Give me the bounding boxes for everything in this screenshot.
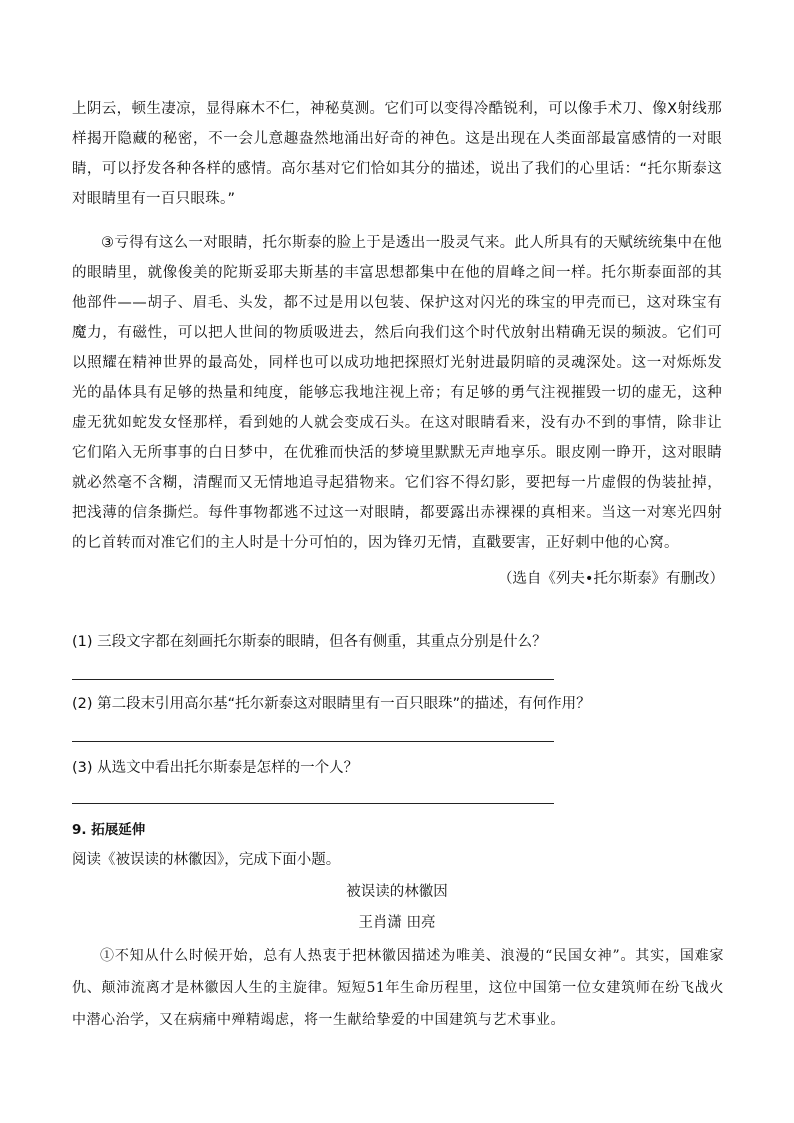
question-1: (1) 三段文字都在刻画托尔斯泰的眼睛，但各有侧重，其重点分别是什么？: [72, 634, 547, 650]
article-author: 王肖潇 田亮: [358, 915, 436, 931]
article-title: 被误读的林徽因: [346, 884, 448, 900]
passage-paragraph-3: ③亏得有这么一对眼睛，托尔斯泰的脸上于是透出一股灵气来。此人所具有的天赋统统集中在他的眼睛里，就像俊美的陀斯妥耶夫斯基的丰富思想都集中在他的眉峰之间一样。托尔斯泰面部的其他部件——胡子、眉毛、头发，都不过是用以包装、保护这对闪光的珠宝的甲壳而已，这对珠宝有魔力，有磁性，可以把人世间的物质吸进去，然后向我们这个时代放射出精确无误的频波。它们可以照耀在精神世界的最高处，同样也可以成功地把探照灯光射进最阴暗的灵魂深处。这一对烁烁发光的晶体具有足够的热量和纯度，能够忘我地注视上帝；有足够的勇气注视摧毁一切的虚无，这种虚无犹如蛇发女怪那样，看到她的人就会变成石头。在这对眼睛看来，没有办不到的事情，除非让它们陷入无所事事的白日梦中，在优雅而快活的梦境里默默无声地享乐。眼皮刚一睁开，这对眼睛就必然毫不含糊，清醒而又无情地追寻起猎物来。它们容不得幻影，要把每一片虚假的伪装扯掉，把浅薄的信条撕烂。每件事物都逃不过这一对眼睛，都要露出赤裸裸的真相来。当这一对寒光四射的匕首转而对准它们的主人时是十分可怕的，因为锋刃无情，直戳要害，正好刺中他的心窝。: [72, 235, 722, 551]
answer-line-2[interactable]: [72, 741, 554, 742]
passage-paragraph-2-end: 上阴云，顿生凄凉，显得麻木不仁，神秘莫测。它们可以变得冷酷锐利，可以像手术刀、像X射线那样揭开隐藏的秘密，不一会儿意趣盎然地涌出好奇的神色。这是出现在人类面部最富感情的一对眼睛，可以抒发各种各样的感情。高尔基对它们恰如其分的描述，说出了我们的心里话：“托尔斯泰这对眼睛里有一百只眼珠。”: [72, 101, 722, 207]
section-instruction: 阅读《被误读的林徽因》，完成下面小题。: [72, 852, 341, 868]
passage-source: （选自《列夫•托尔斯泰》有删改）: [497, 571, 724, 587]
question-2: (2) 第二段末引用高尔基“托尔新泰这对眼睛里有一百只眼珠”的描述，有何作用？: [72, 696, 591, 712]
answer-line-1[interactable]: [72, 679, 554, 680]
question-3: (3) 从选文中看出托尔斯泰是怎样的一个人？: [72, 760, 359, 776]
section-heading: 9. 拓展延伸: [72, 822, 146, 838]
answer-line-3[interactable]: [72, 803, 554, 804]
article-paragraph-1: ①不知从什么时候开始，总有人热衷于把林徽因描述为唯美、浪漫的“民国女神”。其实，国难家仇、颠沛流离才是林徽因人生的主旋律。短短51年生命历程里，这位中国第一位女建筑师在纷飞战火中潜心治学，又在病痛中殚精竭虑，将一生献给挚爱的中国建筑与艺术事业。: [72, 948, 724, 1028]
